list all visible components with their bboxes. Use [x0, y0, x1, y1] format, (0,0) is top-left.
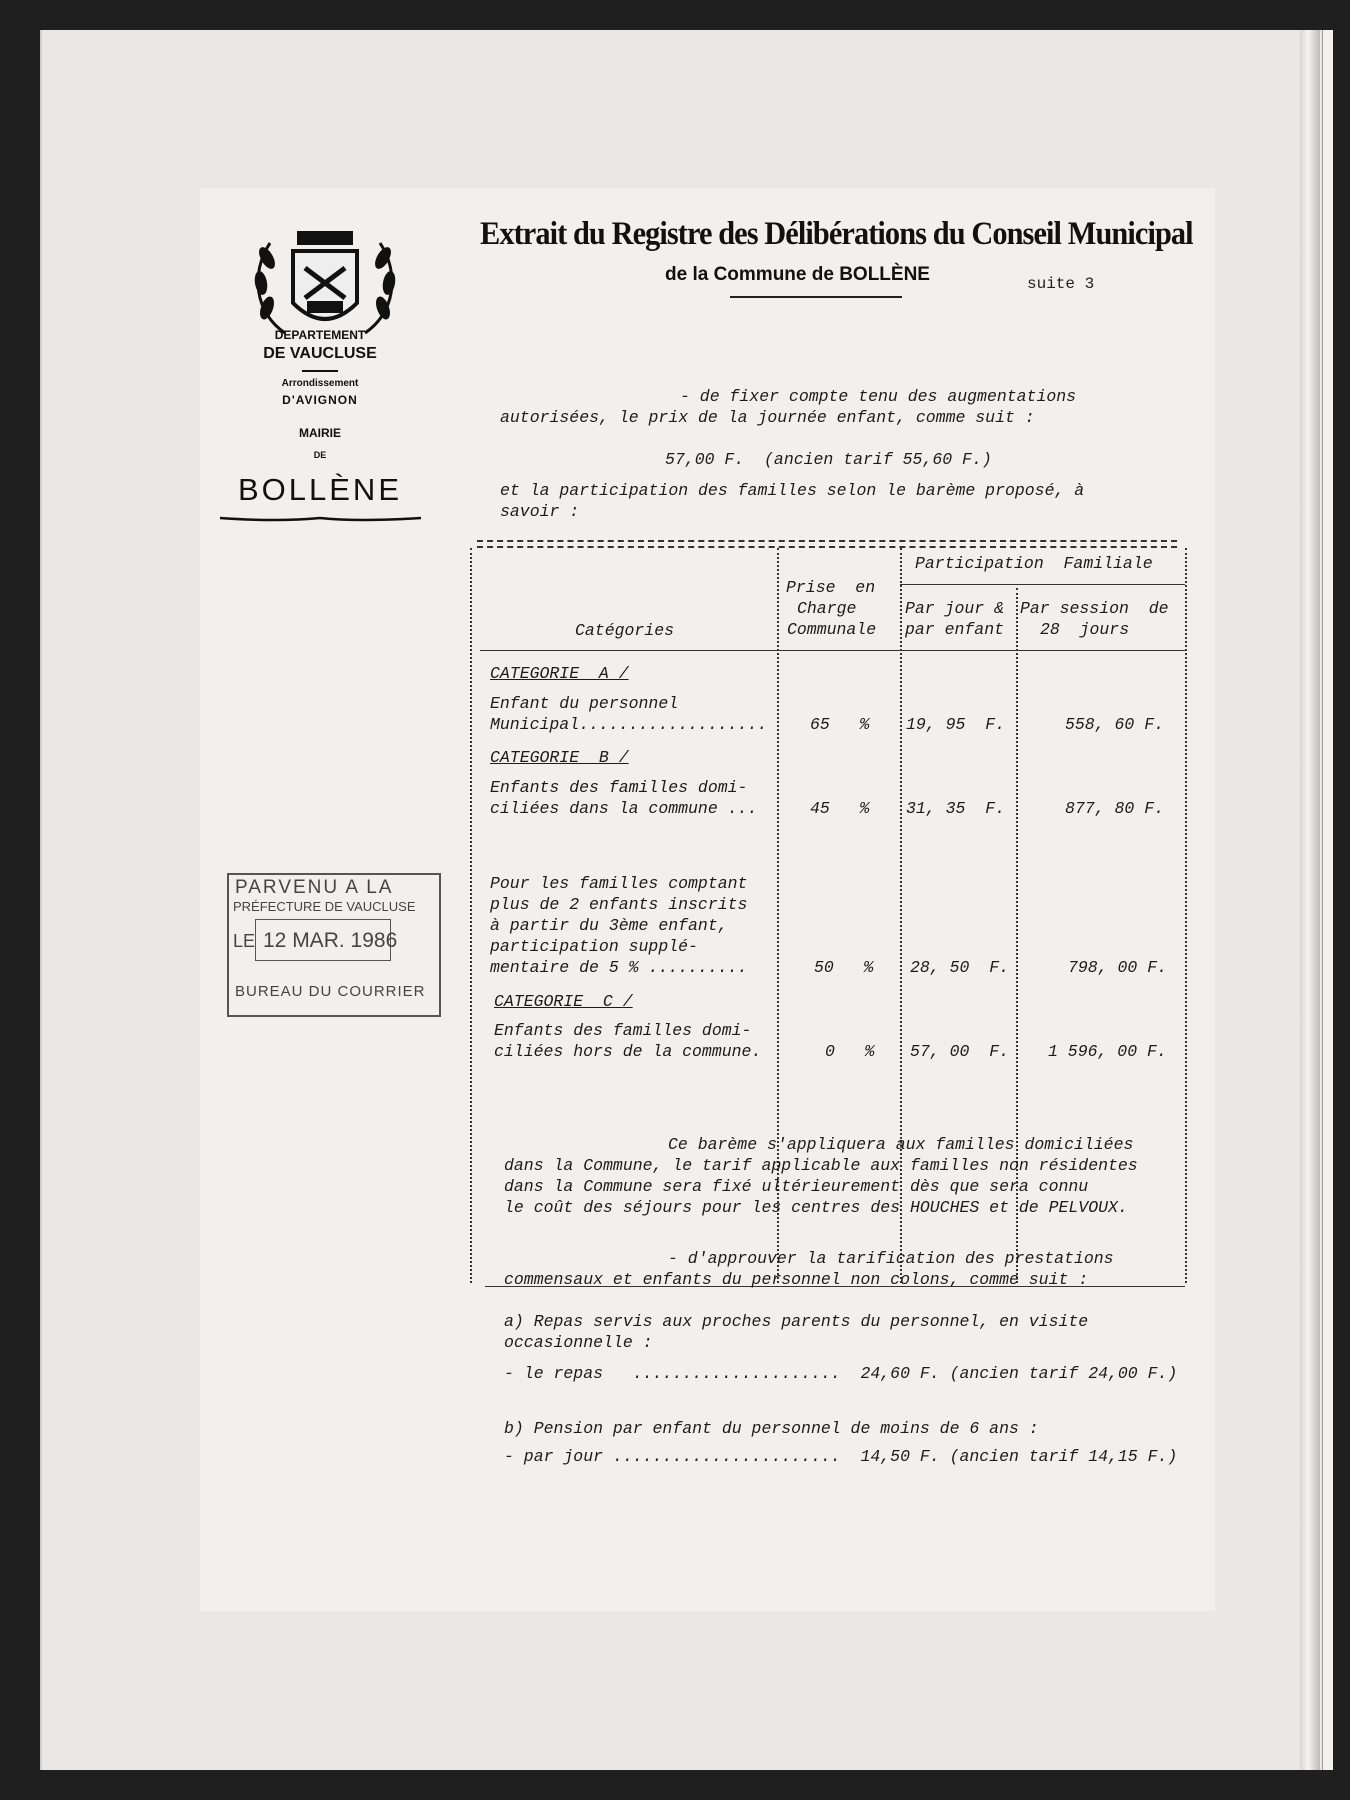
item-a-line2: occasionnelle :: [504, 1333, 653, 1352]
header-session-2: 28 jours: [1040, 620, 1130, 639]
para3-line1: Ce barème s'appliquera aux familles domiciliées: [668, 1135, 1134, 1154]
row-a-prise: 65 %: [810, 715, 870, 734]
header-session-1: Par session de: [1020, 599, 1169, 618]
header-jour-2: par enfant: [905, 620, 1005, 639]
header-jour-1: Par jour &: [905, 599, 1005, 618]
stamp-line2: PRÉFECTURE DE VAUCLUSE: [233, 899, 416, 914]
header-participation: Participation Familiale: [915, 554, 1153, 573]
row-s-line1: Pour les familles comptant: [490, 874, 748, 893]
mairie-label: MAIRIE: [299, 426, 341, 440]
row-s-prise: 50 %: [814, 958, 874, 977]
row-s-line3: à partir du 3ème enfant,: [490, 916, 728, 935]
header-prise-1: Prise en: [786, 578, 876, 597]
row-b-line2: ciliées dans la commune ...: [490, 799, 758, 818]
intro-line2: autorisées, le prix de la journée enfant, comme suit :: [500, 408, 1035, 427]
row-b-title: CATEGORIE B /: [490, 748, 629, 767]
town-underline: [218, 512, 423, 524]
stamp-line1: PARVENU A LA: [235, 877, 394, 898]
row-c-title: CATEGORIE C /: [494, 992, 633, 1011]
para3-line2: dans la Commune, le tarif applicable aux familles non résidentes: [504, 1156, 1138, 1175]
page-edge: [1322, 30, 1333, 1770]
item-a-price: - le repas ..................... 24,60 F. (ancien tarif 24,00 F.): [504, 1364, 1178, 1383]
stamp-line4: BUREAU DU COURRIER: [235, 983, 426, 1000]
page-reference: suite 3: [1027, 275, 1095, 293]
intro-price: 57,00 F. (ancien tarif 55,60 F.): [665, 450, 992, 469]
row-s-jour: 28, 50 F.: [910, 958, 1010, 977]
reception-stamp: [227, 873, 441, 1017]
row-c-prise: 0 %: [825, 1042, 875, 1061]
stamp-date: 12 MAR. 1986: [263, 929, 398, 952]
item-b-line1: b) Pension par enfant du personnel de moins de 6 ans :: [504, 1419, 1039, 1438]
row-c-session: 1 596, 00 F.: [1048, 1042, 1167, 1061]
para3-line3: dans la Commune sera fixé ultérieurement dès que sera connu: [504, 1177, 1089, 1196]
page-subtitle: de la Commune de BOLLÈNE: [665, 264, 930, 285]
row-a-line2: Municipal...................: [490, 715, 768, 734]
row-c-line1: Enfants des familles domi-: [494, 1021, 752, 1040]
stamp-prefix: LE: [233, 931, 256, 951]
book-spine: [1300, 30, 1320, 1770]
row-a-title: CATEGORIE A /: [490, 664, 629, 683]
department-label: DEPARTEMENT: [274, 328, 366, 342]
row-a-jour: 19, 95 F.: [906, 715, 1006, 734]
header-prise-3: Communale: [787, 620, 877, 639]
subtitle-underline: [730, 296, 902, 298]
town-name: BOLLÈNE: [237, 472, 402, 507]
row-a-line1: Enfant du personnel: [490, 694, 679, 713]
arrondissement-name: D'AVIGNON: [282, 393, 358, 407]
para4-line2: commensaux et enfants du personnel non colons, comme suit :: [504, 1270, 1089, 1289]
row-b-line1: Enfants des familles domi-: [490, 778, 748, 797]
item-b-price: - par jour ....................... 14,50 F. (ancien tarif 14,15 F.): [504, 1447, 1178, 1466]
intro-line3: et la participation des familles selon le barème proposé, à: [500, 481, 1085, 500]
row-c-line2: ciliées hors de la commune.: [494, 1042, 762, 1061]
row-s-line2: plus de 2 enfants inscrits: [490, 895, 748, 914]
header-prise-2: Charge: [797, 599, 857, 618]
row-b-jour: 31, 35 F.: [906, 799, 1006, 818]
row-b-session: 877, 80 F.: [1065, 799, 1165, 818]
intro-line1: - de fixer compte tenu des augmentations: [680, 387, 1077, 406]
department-name: DE VAUCLUSE: [263, 345, 377, 362]
intro-line4: savoir :: [500, 502, 580, 521]
row-s-session: 798, 00 F.: [1068, 958, 1168, 977]
row-c-jour: 57, 00 F.: [910, 1042, 1010, 1061]
row-s-line4: participation supplé-: [490, 937, 698, 956]
document-sheet: [200, 188, 1215, 1611]
row-b-prise: 45 %: [810, 799, 870, 818]
mairie-de-label: DE: [313, 450, 327, 460]
item-a-line1: a) Repas servis aux proches parents du personnel, en visite: [504, 1312, 1089, 1331]
coat-of-arms-icon: [245, 223, 405, 343]
divider: [302, 370, 338, 372]
row-a-session: 558, 60 F.: [1065, 715, 1165, 734]
para3-line4: le coût des séjours pour les centres des HOUCHES et de PELVOUX.: [504, 1198, 1128, 1217]
arrondissement-label: Arrondissement: [281, 378, 359, 389]
para4-line1: - d'approuver la tarification des prestations: [668, 1249, 1114, 1268]
header-categories: Catégories: [575, 621, 675, 640]
row-s-line5: mentaire de 5 % ..........: [490, 958, 748, 977]
page-title: Extrait du Registre des Délibérations du Conseil Municipal: [480, 216, 1193, 252]
